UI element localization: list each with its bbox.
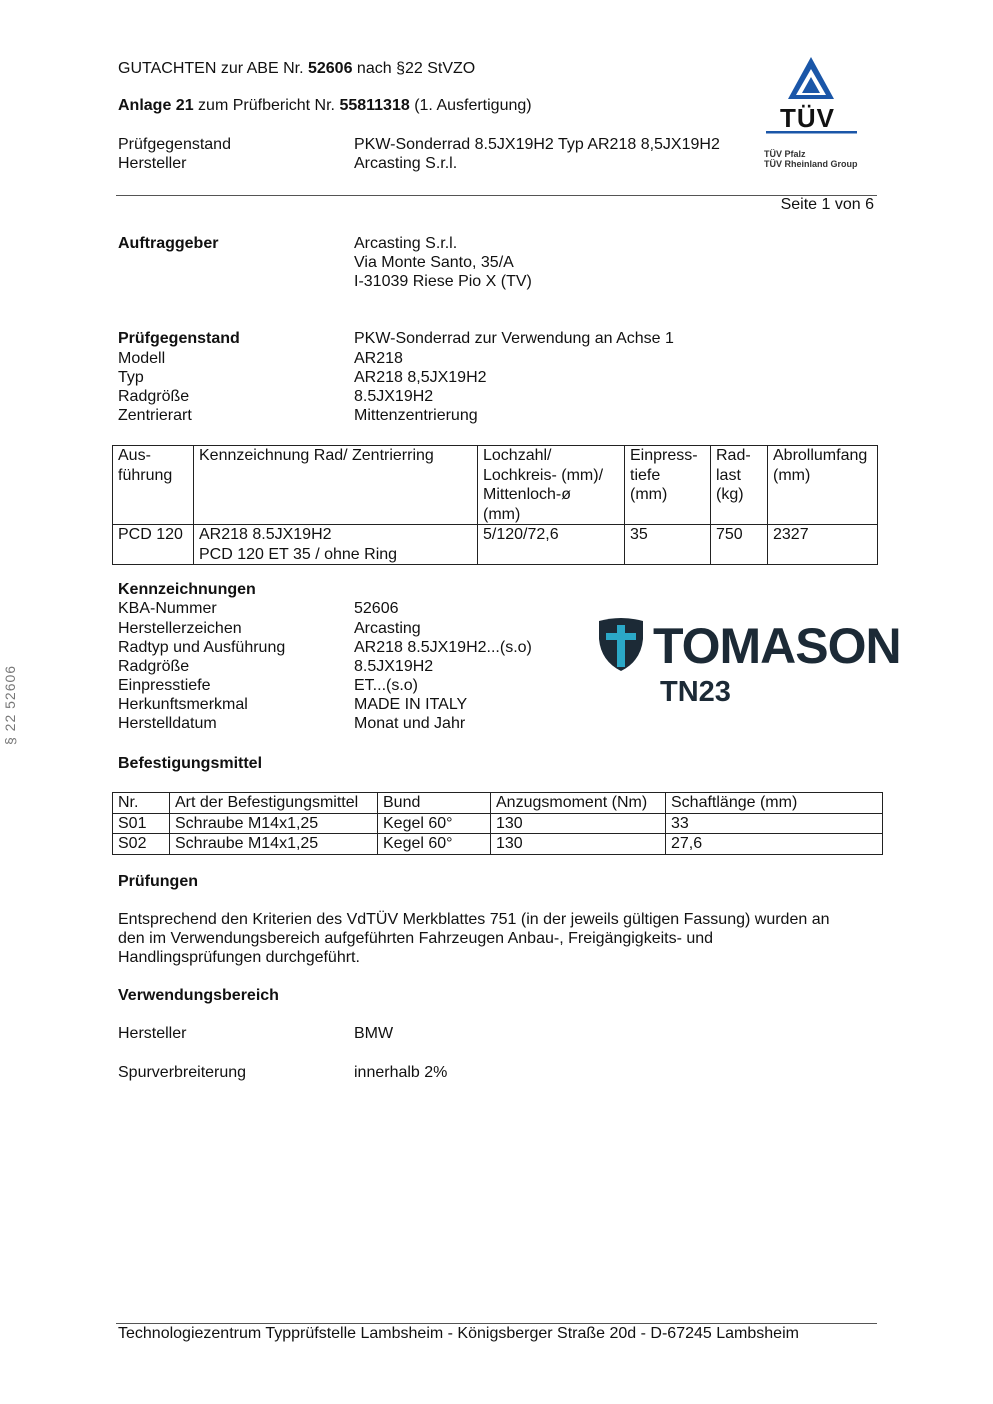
auftraggeber-line2: Via Monte Santo, 35/A — [354, 254, 514, 271]
verwendung-hersteller-label: Hersteller — [118, 1025, 187, 1042]
th-ausfuehrung: Aus- führung — [113, 446, 194, 525]
herkunft-value: MADE IN ITALY — [354, 696, 468, 713]
bh-anzug: Anzugsmoment (Nm) — [491, 793, 666, 814]
cell-lochzahl: 5/120/72,6 — [478, 525, 625, 565]
bh-art: Art der Befestigungsmittel — [170, 793, 378, 814]
tomason-logo — [597, 615, 922, 710]
table-row — [113, 813, 883, 834]
typ-label: Typ — [118, 369, 144, 386]
auftraggeber-label: Auftraggeber — [118, 235, 219, 252]
b2-bund: Kegel 60° — [378, 834, 491, 855]
bh-bund: Bund — [378, 793, 491, 814]
pruefgegenstand-label: Prüfgegenstand — [118, 330, 240, 347]
auftraggeber-line3: I-31039 Riese Pio X (TV) — [354, 273, 532, 290]
tuv-line1: TÜV Pfalz — [764, 149, 806, 159]
b1-nr: S01 — [113, 813, 170, 834]
th-kennzeichnung: Kennzeichnung Rad/ Zentrierring — [194, 446, 478, 525]
pruefungen-title: Prüfungen — [118, 873, 198, 890]
table-row — [113, 525, 878, 565]
herstelldatum-value: Monat und Jahr — [354, 715, 466, 732]
auftraggeber-line1: Arcasting S.r.l. — [354, 235, 458, 252]
cell-abroll: 2327 — [768, 525, 878, 565]
radtyp-label: Radtyp und Ausführung — [118, 639, 286, 656]
b1-art: Schraube M14x1,25 — [170, 813, 378, 834]
typ-value: AR218 8,5JX19H2 — [354, 369, 487, 386]
wheel-table — [112, 445, 878, 565]
th-radlast: Rad- last (kg) — [711, 446, 768, 525]
kba-value: 52606 — [354, 600, 399, 617]
zentrierart-value: Mittenzentrierung — [354, 407, 478, 424]
b2-art: Schraube M14x1,25 — [170, 834, 378, 855]
th-lochzahl: Lochzahl/ Lochkreis- (mm)/ Mittenloch-ø (mm) — [478, 446, 625, 525]
tuv-line2: TÜV Rheinland Group — [764, 159, 858, 169]
modell-label: Modell — [118, 350, 166, 367]
pruefungen-line1: Entsprechend den Kriterien des VdTÜV Merkblattes 751 (in der jeweils gültigen Fassung) wurden an — [118, 911, 830, 928]
header-anlage: Anlage 21 zum Prüfbericht Nr. 55811318 (1. Ausfertigung) — [118, 97, 532, 114]
pruefungen-line2: den im Verwendungsbereich aufgeführten Fahrzeugen Anbau-, Freigängigkeits- und — [118, 930, 714, 947]
b2-schaft: 27,6 — [666, 834, 883, 855]
kba-label: KBA-Nummer — [118, 600, 217, 617]
header-pruef-value: PKW-Sonderrad 8.5JX19H2 Typ AR218 8,5JX19H2 — [354, 136, 720, 153]
b1-schaft: 33 — [666, 813, 883, 834]
tomason-shield-icon — [597, 617, 645, 673]
befestigung-table — [112, 792, 883, 855]
th-einpress: Einpress- tiefe (mm) — [625, 446, 711, 525]
zentrierart-label: Zentrierart — [118, 407, 192, 424]
kennzeichnungen-title: Kennzeichnungen — [118, 581, 256, 598]
footer-text: Technologiezentrum Typprüfstelle Lambsheim - Königsberger Straße 20d - D-67245 Lambsheim — [118, 1325, 799, 1342]
bh-schaft: Schaftlänge (mm) — [666, 793, 883, 814]
einpresstiefe-value: ET...(s.o) — [354, 677, 419, 694]
footer-divider — [116, 1323, 877, 1324]
table-row — [113, 834, 883, 855]
pruefungen-line3: Handlingsprüfungen durchgeführt. — [118, 949, 360, 966]
b1-anzug: 130 — [491, 813, 666, 834]
b2-nr: S02 — [113, 834, 170, 855]
cell-einpress: 35 — [625, 525, 711, 565]
pruefgegenstand-value: PKW-Sonderrad zur Verwendung an Achse 1 — [354, 330, 674, 347]
befestigung-title: Befestigungsmittel — [118, 755, 263, 772]
herstelldatum-label: Herstelldatum — [118, 715, 217, 732]
verwendung-title: Verwendungsbereich — [118, 987, 279, 1004]
header-pruef-label: Prüfgegenstand — [118, 136, 231, 153]
radgroesse-value: 8.5JX19H2 — [354, 388, 434, 405]
spur-value: innerhalb 2% — [354, 1064, 448, 1081]
herkunft-label: Herkunftsmerkmal — [118, 696, 248, 713]
herstellerzeichen-label: Herstellerzeichen — [118, 620, 242, 637]
header-title: GUTACHTEN zur ABE Nr. 52606 nach §22 StVZO — [118, 60, 476, 77]
einpresstiefe-label: Einpresstiefe — [118, 677, 211, 694]
cell-ausfuehrung: PCD 120 — [113, 525, 194, 565]
header-divider — [116, 195, 877, 196]
tomason-model: TN23 — [660, 676, 731, 708]
header-hersteller-value: Arcasting S.r.l. — [354, 155, 458, 172]
tuv-logo — [764, 55, 859, 175]
kz-radgroesse-value: 8.5JX19H2 — [354, 658, 434, 675]
verwendung-hersteller-value: BMW — [354, 1025, 394, 1042]
header-hersteller-label: Hersteller — [118, 155, 187, 172]
tuv-wordmark: TÜV — [780, 103, 835, 133]
th-abroll: Abrollumfang (mm) — [768, 446, 878, 525]
tomason-wordmark: TOMASON — [653, 618, 901, 674]
bh-nr: Nr. — [113, 793, 170, 814]
b2-anzug: 130 — [491, 834, 666, 855]
wheel-table-header — [113, 446, 878, 525]
spur-label: Spurverbreiterung — [118, 1064, 247, 1081]
cell-kennzeichnung: AR218 8.5JX19H2 PCD 120 ET 35 / ohne Ring — [194, 525, 478, 565]
kz-radgroesse-label: Radgröße — [118, 658, 190, 675]
befestigung-header — [113, 793, 883, 814]
modell-value: AR218 — [354, 350, 403, 367]
radgroesse-label: Radgröße — [118, 388, 190, 405]
cell-radlast: 750 — [711, 525, 768, 565]
herstellerzeichen-value: Arcasting — [354, 620, 421, 637]
b1-bund: Kegel 60° — [378, 813, 491, 834]
radtyp-value: AR218 8.5JX19H2...(s.o) — [354, 639, 532, 656]
side-reference: § 22 52606 — [2, 664, 18, 745]
page-number: Seite 1 von 6 — [780, 196, 874, 213]
